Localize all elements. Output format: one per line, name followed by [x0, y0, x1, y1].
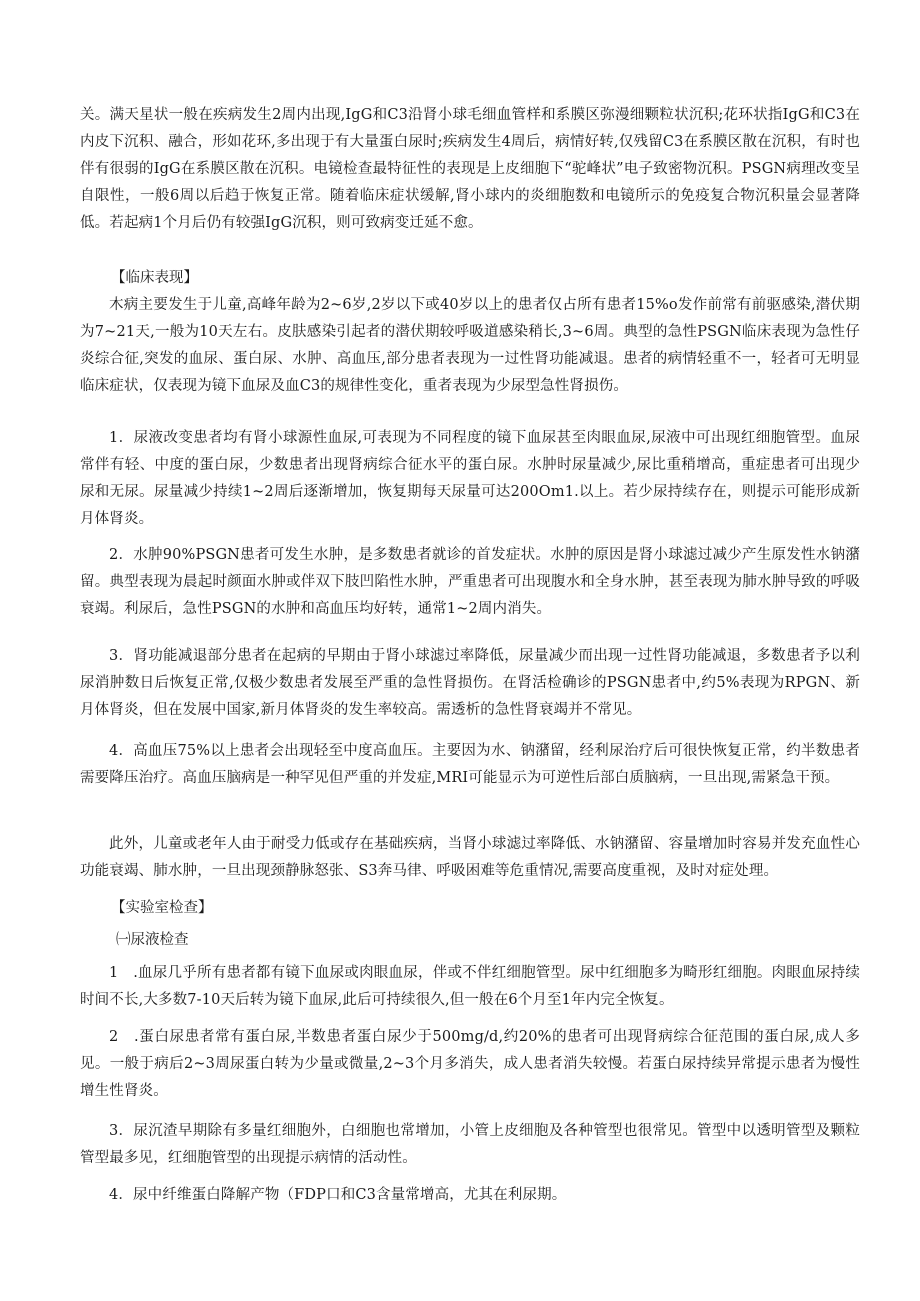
paragraph-hematuria: 1 .血尿几乎所有患者都有镜下血尿或肉眼血尿，伴或不伴红细胞管型。尿中红细胞多为畸形红细胞。肉眼血尿持续时间不长,大多数7-10天后转为镜下血尿,此后可持续很久,但一般在6个月至1年内完全恢复。 — [80, 965, 860, 1008]
paragraph-renal-function: 3．肾功能减退部分患者在起病的早期由于肾小球滤过率降低，尿量减少而出现一过性肾功能减退，多数患者予以利尿消肿数日后恢复正常,仅极少数患者发展至严重的急性肾损伤。在肾活检确诊的PSGN患者中,约5%表现为RPGN、新月体肾炎，但在发展中国家,新月体肾炎的发生率较高。需透析的急性肾衰竭并不常见。 — [80, 648, 860, 718]
paragraph-hypertension: 4．高血压75%以上患者会出现轻至中度高血压。主要因为水、钠潴留，经利尿治疗后可很快恢复正常，约半数患者需要降压治疗。高血压脑病是一种罕见但严重的并发症,MRI可能显示为可逆性后部白质脑病，一旦出现,需紧急干预。 — [80, 743, 860, 786]
paragraph-complications: 此外，儿童或老年人由于耐受力低或存在基础疾病，当肾小球滤过率降低、水钠潴留、容量增加时容易并发充血性心功能衰竭、肺水肿，一旦出现颈静脉怒张、S3奔马律、呼吸困难等危重情况,需要高度重视，及时对症处理。 — [80, 836, 860, 879]
paragraph-urine-changes: 1．尿液改变患者均有肾小球源性血尿,可表现为不同程度的镜下血尿甚至肉眼血尿,尿液中可出现红细胞管型。血尿常伴有轻、中度的蛋白尿，少数患者出现肾病综合征水平的蛋白尿。水肿时尿量减少,尿比重稍增高，重症患者可出现少尿和无尿。尿量减少持续1~2周后逐渐增加，恢复期每天尿量可达200Om1.以上。若少尿持续存在，则提示可能形成新月体肾炎。 — [80, 430, 860, 527]
paragraph-urine-sediment: 3．尿沉渣早期除有多量红细胞外，白细胞也常增加，小管上皮细胞及各种管型也很常见。管型中以透明管型及颗粒管型最多见，红细胞管型的出现提示病情的活动性。 — [80, 1123, 860, 1166]
paragraph-proteinuria: 2 .蛋白尿患者常有蛋白尿,半数患者蛋白尿少于500mg∕d,约20%的患者可出现肾病综合征范围的蛋白尿,成人多见。一般于病后2~3周尿蛋白转为少量或微量,2~3个月多消失，成人患者消失较慢。若蛋白尿持续异常提示患者为慢性增生性肾炎。 — [80, 1029, 860, 1099]
paragraph-clinical-overview: 木病主要发生于儿童,高峰年龄为2~6岁,2岁以下或40岁以上的患者仅占所有患者15%o发作前常有前驱感染,潜伏期为7~21天,一般为10天左右。皮肤感染引起者的潜伏期较呼吸道感染稍长,3~6周。典型的急性PSGN临床表现为急性仔炎综合征,突发的血尿、蛋白尿、水肿、高血压,部分患者表现为一过性肾功能减退。患者的病情轻重不一，轻者可无明显临床症状，仅表现为镜下血尿及血C3的规律性变化，重者表现为少尿型急性肾损伤。 — [80, 297, 860, 394]
paragraph-pathology-continued: 关。满天星状一般在疾病发生2周内出现,IgG和C3沿肾小球毛细血管样和系膜区弥漫细颗粒状沉积;花环状指IgG和C3在内皮下沉积、融合，形如花环,多出现于有大量蛋白尿时;疾病发生4周后，病情好转,仅残留C3在系膜区散在沉积，有时也伴有很弱的IgG在系膜区散在沉积。电镜检查最特征性的表现是上皮细胞下“驼峰状”电子致密物沉积。PSGN病理改变呈自限性，一般6周以后趋于恢复正常。随着临床症状缓解,肾小球内的炎细胞数和电镜所示的免疫复合物沉积量会显著降低。若起病1个月后仍有较强IgG沉积，则可致病变迁延不愈。 — [80, 107, 860, 231]
subheading-urine-test: ㈠尿液检查 — [116, 932, 189, 948]
paragraph-edema: 2．水肿90%PSGN患者可发生水肿，是多数患者就诊的首发症状。水肿的原因是肾小球滤过减少产生原发性水钠潴留。典型表现为晨起时颜面水肿或伴双下肢凹陷性水肿，严重患者可出现腹水和全身水肿，甚至表现为肺水肿导致的呼吸衰竭。利尿后，急性PSGN的水肿和高血压均好转，通常1~2周内消失。 — [80, 547, 860, 617]
section-heading-laboratory: 【实验室检查】 — [111, 900, 213, 916]
section-heading-clinical: 【临床表现】 — [111, 270, 198, 286]
paragraph-fdp-c3: 4．尿中纤维蛋白降解产物（FDP口和C3含量常增高，尤其在利尿期。 — [109, 1187, 567, 1203]
